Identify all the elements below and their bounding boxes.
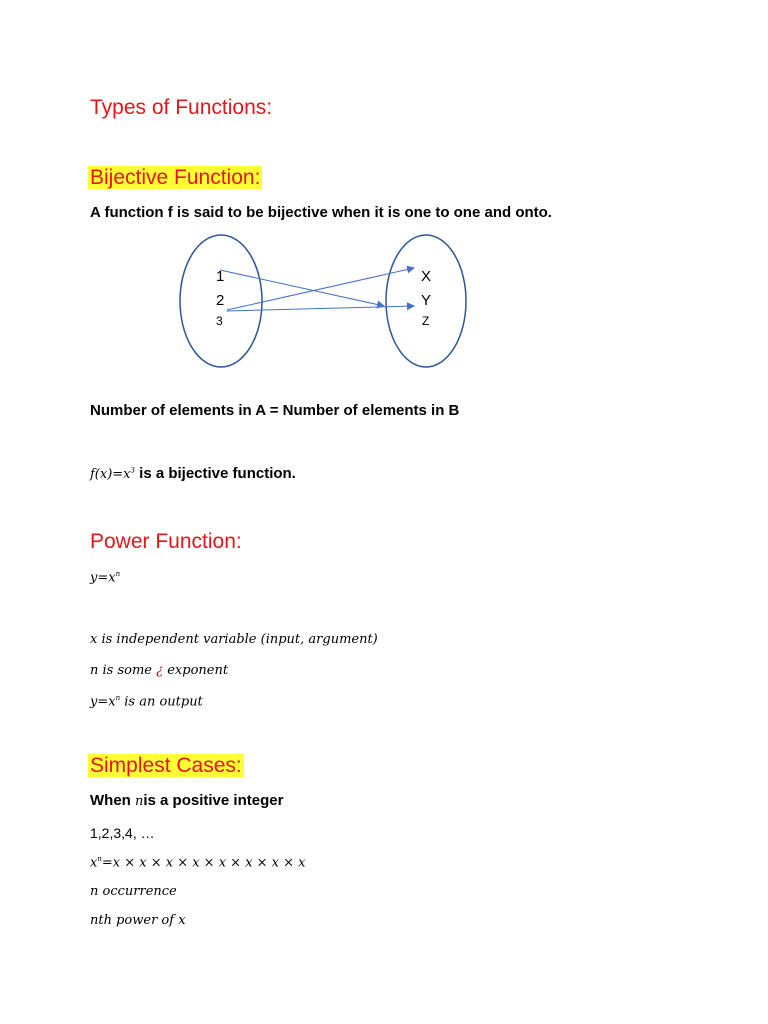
- codomain-label-z: Z: [422, 314, 430, 328]
- bijective-example-formula: [90, 467, 135, 482]
- elements-equality-note: Number of elements in A = Number of elements in B: [90, 402, 460, 419]
- output-line-rest: is an output: [120, 694, 203, 710]
- output-line-exponent: n: [115, 694, 121, 702]
- codomain-label-x: X: [421, 268, 432, 285]
- domain-label-1: 1: [216, 268, 225, 285]
- bijective-heading-text: Bijective Function:: [90, 166, 261, 189]
- exponent-line-start: n is some: [90, 663, 157, 678]
- exponent-line-end: exponent: [163, 663, 229, 678]
- power-formula-exponent: n: [115, 570, 121, 578]
- power-formula-base: y=x: [90, 570, 116, 586]
- power-expansion-base: x: [90, 855, 98, 871]
- power-expansion: [90, 855, 306, 870]
- output-line: [90, 694, 203, 709]
- power-expansion-exponent: n: [97, 855, 102, 863]
- power-expansion-rest: =x × x × x × x × x × x × x × x: [101, 855, 306, 871]
- exponent-line-mark: ¿: [156, 663, 164, 678]
- bijective-heading: [88, 166, 262, 190]
- domain-label-2: 2: [216, 292, 225, 309]
- exponent-line: [90, 663, 228, 678]
- example-formula-base: f(x)=x: [90, 467, 131, 482]
- bijective-example-text: is a bijective function.: [134, 465, 296, 482]
- simplest-cases-heading-text: Simplest Cases:: [90, 754, 242, 777]
- positive-integer-line-start: When: [90, 792, 135, 809]
- bijective-definition: A function f is said to be bijective when it is one to one and onto.: [90, 204, 552, 221]
- output-line-base: y=x: [90, 694, 116, 710]
- occurrence-line: n occurrence: [90, 884, 177, 899]
- domain-label-3: 3: [216, 314, 223, 328]
- codomain-label-y: Y: [421, 292, 432, 309]
- bijective-example: [90, 465, 296, 483]
- simplest-cases-heading: [88, 754, 244, 778]
- independent-variable-line: x is independent variable (input, argument): [90, 632, 378, 647]
- integer-sequence: 1,2,3,4, …: [90, 825, 155, 841]
- bijective-mapping-diagram: [170, 228, 480, 378]
- power-function-heading: Power Function:: [90, 530, 242, 553]
- power-function-formula: [90, 570, 120, 585]
- positive-integer-line-n: n: [135, 794, 144, 809]
- nth-power-line: nth power of x: [90, 913, 186, 928]
- positive-integer-line: [90, 792, 283, 810]
- page-title: Types of Functions:: [90, 96, 273, 119]
- positive-integer-line-end: is a positive integer: [143, 792, 284, 809]
- arrow-1-to-y: [220, 270, 384, 306]
- example-formula-exponent: 3: [130, 466, 135, 475]
